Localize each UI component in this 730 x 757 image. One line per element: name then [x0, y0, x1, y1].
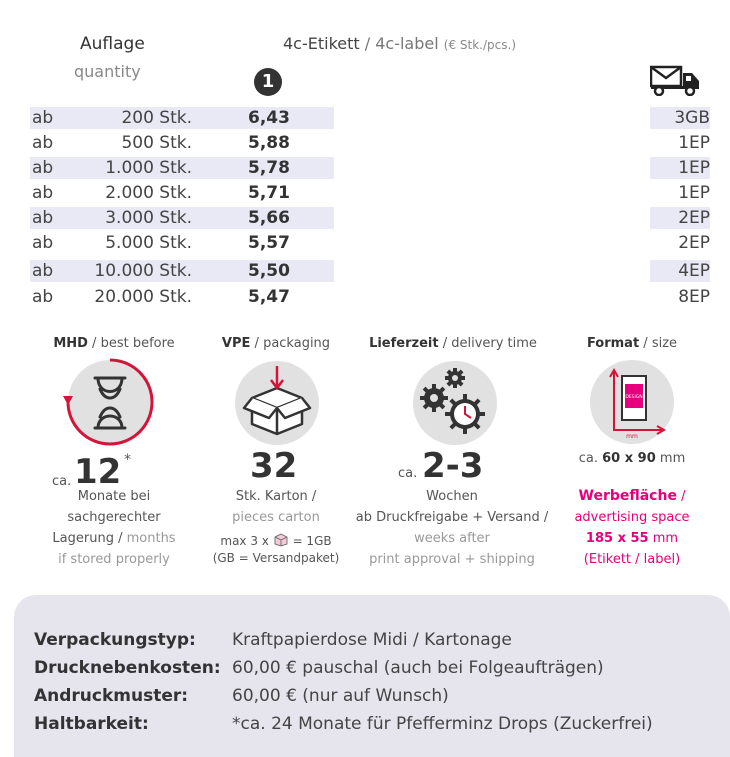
lieferzeit-title-de: Lieferzeit [369, 336, 439, 351]
row-shipping: 3GB [674, 108, 710, 128]
design-label: DESIGN [625, 395, 643, 400]
row-price: 5,88 [248, 133, 290, 153]
info-key: Drucknebenkosten: [34, 658, 221, 678]
info-key: Haltbarkeit: [34, 714, 149, 734]
box-icon [232, 358, 322, 448]
row-quantity: 2.000 Stk. [105, 183, 192, 203]
lieferzeit-line2: ab Druckfreigabe + Versand / [355, 510, 549, 525]
format-line1: Werbefläche / [578, 488, 686, 504]
mhd-title-en: best before [100, 336, 175, 351]
lieferzeit-line4: print approval + shipping [369, 552, 535, 567]
label-heading-sep: / [359, 34, 376, 53]
small-box-icon [273, 533, 289, 547]
row-shipping: 4EP [678, 261, 710, 281]
mhd-line1: Monate bei [77, 489, 151, 504]
row-ab: ab [32, 158, 54, 178]
info-key: Verpackungstyp: [34, 630, 196, 650]
mhd-title: MHD / best before [53, 336, 175, 351]
row-quantity: 3.000 Stk. [105, 208, 192, 228]
quantity-heading: Auflage [80, 34, 145, 54]
info-value: *ca. 24 Monate für Pfefferminz Drops (Zuckerfrei) [232, 714, 653, 734]
lieferzeit-title-en: delivery time [451, 336, 537, 351]
row-quantity: 500 Stk. [121, 133, 192, 153]
label-heading-en: 4c-label [375, 34, 439, 53]
vpe-title-en: packaging [263, 336, 331, 351]
vpe-note [196, 533, 356, 567]
gears-clock-icon [410, 358, 500, 448]
format-size: ca. 60 x 90 mm [578, 451, 686, 466]
info-row [34, 686, 449, 706]
format-title-en: size [651, 336, 678, 351]
row-ab: ab [32, 208, 54, 228]
row-shipping: 1EP [678, 158, 710, 178]
row-price: 5,57 [248, 233, 290, 253]
row-shipping: 8EP [678, 287, 710, 307]
row-ab: ab [32, 287, 54, 307]
price-unit: (€ Stk./pcs.) [443, 38, 517, 52]
price-row [30, 260, 710, 282]
row-price: 5,47 [248, 287, 290, 307]
mhd-value: 12 [74, 452, 122, 492]
vpe-line3: max 3 x = 1GB [220, 534, 332, 548]
mhd-asterisk: * [124, 452, 131, 468]
price-row [30, 207, 710, 229]
row-ab: ab [32, 233, 54, 253]
format-size-icon [588, 358, 676, 446]
lieferzeit-line3: weeks after [414, 531, 490, 546]
row-shipping: 1EP [678, 183, 710, 203]
lieferzeit-text [352, 486, 552, 570]
vpe-title: VPE / packaging [221, 336, 331, 351]
info-value: Kraftpapierdose Midi / Kartonage [232, 630, 512, 650]
quantity-heading-en: quantity [74, 62, 141, 81]
mhd-prefix: ca. [52, 474, 72, 489]
lieferzeit-value: 2-3 [422, 446, 484, 486]
vpe-line2: pieces carton [232, 510, 320, 525]
mhd-line4: if stored properly [58, 552, 170, 567]
price-row [30, 232, 710, 254]
label-heading-de: 4c-Etikett [283, 34, 360, 53]
info-row [34, 630, 512, 650]
row-ab: ab [32, 183, 54, 203]
row-shipping: 2EP [678, 233, 710, 253]
row-ab: ab [32, 261, 54, 281]
number-one-badge: 1 [254, 68, 282, 96]
mhd-line2: sachgerechter [67, 510, 161, 525]
row-quantity: 20.000 Stk. [94, 287, 192, 307]
row-quantity: 200 Stk. [121, 108, 192, 128]
row-price: 5,66 [248, 208, 290, 228]
row-quantity: 10.000 Stk. [94, 261, 192, 281]
format-title: Format / size [586, 336, 678, 351]
price-row [30, 107, 710, 129]
lieferzeit-title: Lieferzeit / delivery time [369, 336, 537, 351]
lieferzeit-prefix: ca. [398, 466, 418, 481]
vpe-line4: (GB = Versandpaket) [212, 551, 340, 565]
vpe-value: 32 [250, 446, 298, 486]
format-text [552, 486, 712, 570]
vpe-line1: Stk. Karton / [235, 489, 317, 504]
info-row [34, 714, 653, 734]
hourglass-clock-icon [60, 356, 156, 452]
info-key: Andruckmuster: [34, 686, 189, 706]
format-line2: advertising space [574, 510, 690, 525]
info-value: 60,00 € (nur auf Wunsch) [232, 686, 449, 706]
lieferzeit-value-block [398, 446, 518, 486]
mhd-text [34, 486, 194, 570]
truck-mail-icon [650, 64, 702, 96]
lieferzeit-line1: Wochen [426, 489, 478, 504]
mhd-title-de: MHD [53, 336, 88, 351]
format-line3: 185 x 55 mm [585, 531, 679, 546]
row-quantity: 1.000 Stk. [105, 158, 192, 178]
row-price: 5,71 [248, 183, 290, 203]
info-row [34, 658, 604, 678]
row-quantity: 5.000 Stk. [105, 233, 192, 253]
price-row [30, 132, 710, 154]
row-price: 5,78 [248, 158, 290, 178]
row-ab: ab [32, 108, 54, 128]
mm-label: mm [626, 433, 638, 440]
vpe-title-de: VPE [221, 336, 251, 351]
vpe-text [196, 486, 356, 528]
mhd-line3: Lagerung / months [52, 531, 176, 546]
format-line4: (Etikett / label) [583, 552, 681, 567]
label-heading [283, 34, 516, 53]
price-row [30, 157, 710, 179]
row-price: 6,43 [248, 108, 290, 128]
price-row [30, 182, 710, 204]
info-value: 60,00 € pauschal (auch bei Folgeaufträgen) [232, 658, 604, 678]
row-shipping: 2EP [678, 208, 710, 228]
format-title-de: Format [586, 336, 640, 351]
row-ab: ab [32, 133, 54, 153]
row-shipping: 1EP [678, 133, 710, 153]
price-row [30, 286, 710, 308]
row-price: 5,50 [248, 261, 290, 281]
